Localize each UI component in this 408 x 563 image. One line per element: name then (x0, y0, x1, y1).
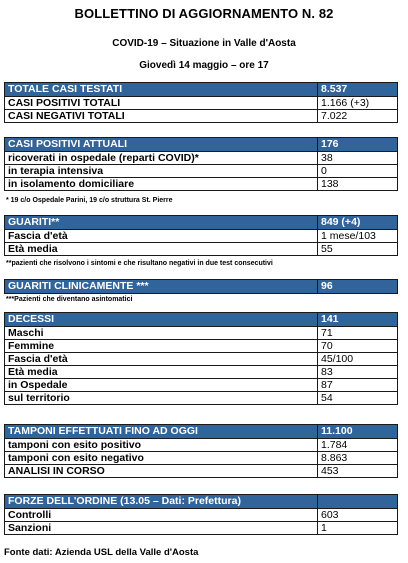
row-label: tamponi con esito negativo (5, 452, 318, 465)
header-label: GUARITI CLINICAMENTE *** (5, 280, 318, 294)
row-label: CASI POSITIVI TOTALI (5, 97, 318, 110)
table-row (5, 152, 398, 165)
table-row (5, 165, 398, 178)
table-row (5, 340, 398, 353)
table-row (5, 97, 398, 110)
header-label: FORZE DELL'ORDINE (13.05 – Dati: Prefettura) (5, 495, 318, 509)
header-label: TAMPONI EFFETTUATI FINO AD OGGI (5, 425, 318, 439)
header-value: 849 (+4) (318, 216, 398, 230)
row-label: sul territorio (5, 392, 318, 405)
header-value: 141 (318, 313, 398, 327)
header-label: DECESSI (5, 313, 318, 327)
row-label: in Ospedale (5, 379, 318, 392)
row-label: Controlli (5, 509, 318, 522)
row-value: 138 (318, 178, 398, 191)
table-row (5, 379, 398, 392)
header-value: 96 (318, 280, 398, 294)
row-value: 38 (318, 152, 398, 165)
table-row (5, 110, 398, 123)
row-label: Fascia d'età (5, 230, 318, 243)
header-label: TOTALE CASI TESTATI (5, 83, 318, 97)
row-value: 8.863 (318, 452, 398, 465)
table-row (5, 522, 398, 535)
row-value: 54 (318, 392, 398, 405)
table-header-row (5, 313, 398, 327)
table-guariti (4, 215, 398, 256)
table-row (5, 230, 398, 243)
row-value: 71 (318, 327, 398, 340)
table-row (5, 439, 398, 452)
table-header-row (5, 280, 398, 294)
footnote-guariti: **pazienti che risolvono i sintomi e che risultano negativi in due test consecutivi (6, 260, 273, 267)
table-row (5, 366, 398, 379)
row-label: in isolamento domiciliare (5, 178, 318, 191)
row-value: 1 mese/103 (318, 230, 398, 243)
row-label: Sanzioni (5, 522, 318, 535)
footnote-guariti-clinicamente: ***Pazienti che diventano asintomatici (6, 296, 133, 303)
table-guariti-clinicamente (4, 279, 398, 294)
row-value: 7.022 (318, 110, 398, 123)
row-label: Età media (5, 366, 318, 379)
row-value: 603 (318, 509, 398, 522)
header-value: 8.537 (318, 83, 398, 97)
table-header-row (5, 83, 398, 97)
row-value: 83 (318, 366, 398, 379)
table-forze-ordine (4, 494, 398, 535)
table-decessi (4, 312, 398, 405)
row-value: 70 (318, 340, 398, 353)
header-value (318, 495, 398, 509)
header-value: 11.100 (318, 425, 398, 439)
footnote-positivi: * 19 c/o Ospedale Parini, 19 c/o struttura St. Pierre (6, 197, 173, 204)
row-label: ricoverati in ospedale (reparti COVID)* (5, 152, 318, 165)
row-label: Maschi (5, 327, 318, 340)
header-label: GUARITI** (5, 216, 318, 230)
table-row (5, 509, 398, 522)
row-label: Fascia d'età (5, 353, 318, 366)
row-value: 0 (318, 165, 398, 178)
table-casi-testati (4, 82, 398, 123)
table-header-row (5, 495, 398, 509)
table-row (5, 465, 398, 478)
data-source-line: Fonte dati: Azienda USL della Valle d'Aosta (4, 547, 199, 558)
header-value: 176 (318, 138, 398, 152)
row-value: 1.784 (318, 439, 398, 452)
table-row (5, 353, 398, 366)
table-positivi-attuali (4, 137, 398, 191)
bulletin-title: BOLLETTINO DI AGGIORNAMENTO N. 82 (74, 6, 334, 21)
bulletin-subtitle: COVID-19 – Situazione in Valle d'Aosta (112, 38, 296, 49)
table-row (5, 452, 398, 465)
table-row (5, 327, 398, 340)
table-tamponi (4, 424, 398, 478)
row-value: 1 (318, 522, 398, 535)
row-value: 45/100 (318, 353, 398, 366)
row-label: Età media (5, 243, 318, 256)
table-row (5, 243, 398, 256)
row-label: in terapia intensiva (5, 165, 318, 178)
table-header-row (5, 138, 398, 152)
header-label: CASI POSITIVI ATTUALI (5, 138, 318, 152)
row-label: Femmine (5, 340, 318, 353)
row-value: 87 (318, 379, 398, 392)
row-value: 1.166 (+3) (318, 97, 398, 110)
table-row (5, 178, 398, 191)
row-value: 55 (318, 243, 398, 256)
bulletin-date: Giovedì 14 maggio – ore 17 (139, 60, 269, 71)
row-value: 453 (318, 465, 398, 478)
table-header-row (5, 425, 398, 439)
row-label: CASI NEGATIVI TOTALI (5, 110, 318, 123)
row-label: ANALISI IN CORSO (5, 465, 318, 478)
row-label: tamponi con esito positivo (5, 439, 318, 452)
table-header-row (5, 216, 398, 230)
table-row (5, 392, 398, 405)
